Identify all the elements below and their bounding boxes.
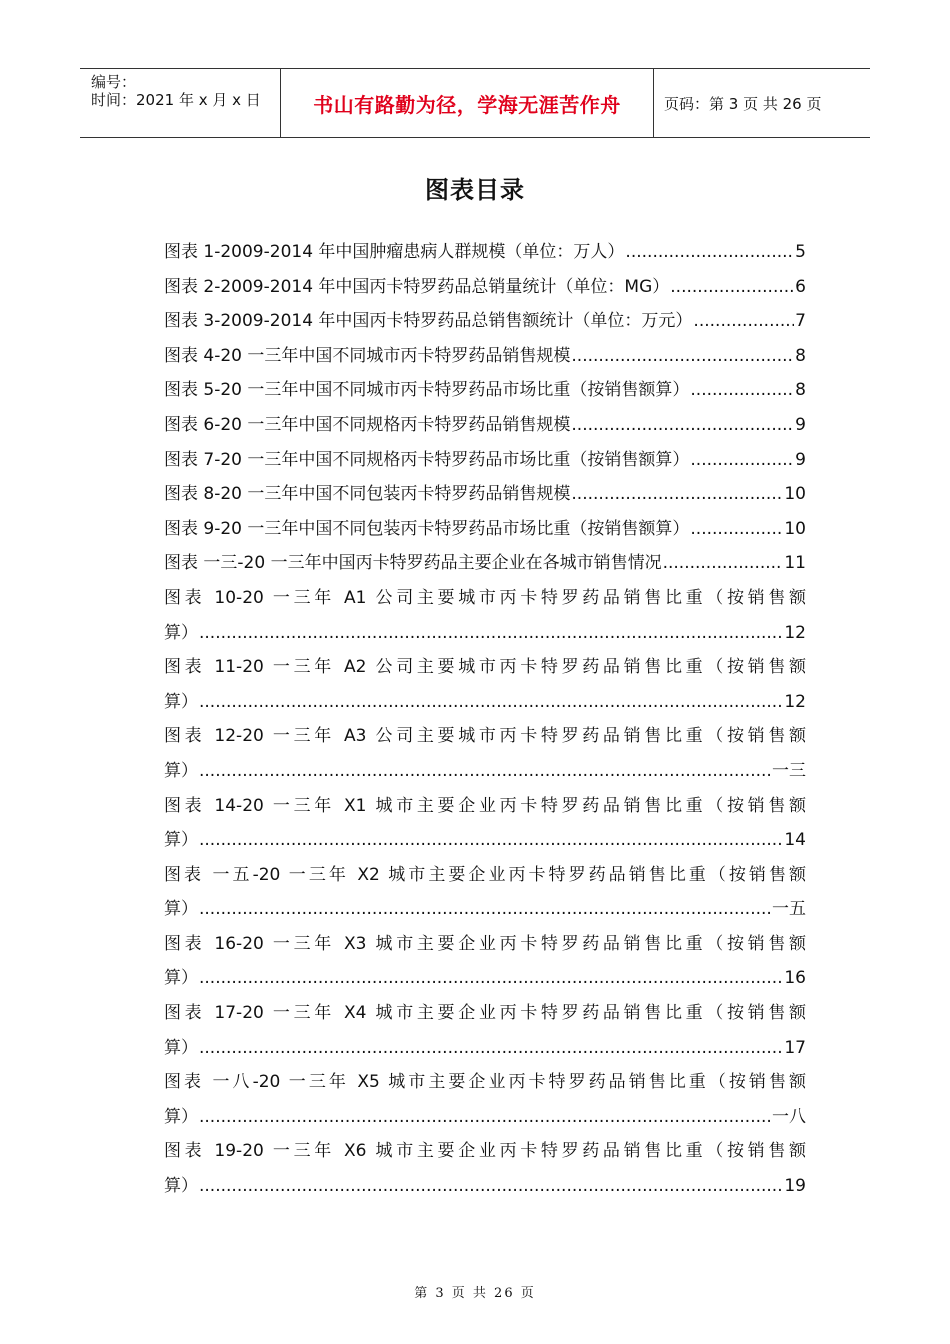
table-of-figures <box>164 235 806 1204</box>
toc-entry[interactable] <box>164 408 806 443</box>
toc-entry-label: 图表 17-20 一三年 X4 城市主要企业丙卡特罗药品销售比重（按销售额 <box>164 1003 806 1024</box>
toc-entry-label: 图表 16-20 一三年 X3 城市主要企业丙卡特罗药品销售比重（按销售额 <box>164 933 806 954</box>
header-number: 编号： <box>91 73 137 91</box>
toc-page-number: 6 <box>795 276 806 297</box>
toc-entry[interactable] <box>164 650 806 719</box>
toc-entry-label: 图表 7-20 一三年中国不同规格丙卡特罗药品市场比重（按销售额算） <box>164 449 690 470</box>
toc-entry-label: 图表 6-20 一三年中国不同规格丙卡特罗药品销售规模 <box>164 414 571 435</box>
toc-entry-label-continued: 算） <box>164 1176 198 1197</box>
toc-page-number: 12 <box>784 691 806 712</box>
toc-entry[interactable] <box>164 996 806 1065</box>
toc-page-number: 16 <box>784 968 806 989</box>
toc-dot-leader <box>693 304 794 339</box>
toc-entry[interactable] <box>164 927 806 996</box>
toc-entry-label: 图表 一三-20 一三年中国丙卡特罗药品主要企业在各城市销售情况 <box>164 553 662 574</box>
toc-page-number: 一五 <box>772 899 806 920</box>
toc-entry[interactable] <box>164 304 806 339</box>
toc-entry[interactable] <box>164 858 806 927</box>
header-page-info: 页码：第 3 页 共 26 页 <box>664 94 822 113</box>
toc-page-number: 9 <box>795 414 806 435</box>
toc-page-number: 10 <box>784 484 806 505</box>
header-motto: 书山有路勤为径，学海无涯苦作舟 <box>313 92 621 117</box>
toc-entry-label-continued: 算） <box>164 899 198 920</box>
toc-entry[interactable] <box>164 339 806 374</box>
toc-entry-label-continued: 算） <box>164 968 198 989</box>
toc-entry-label: 图表 4-20 一三年中国不同城市丙卡特罗药品销售规模 <box>164 345 571 366</box>
toc-dot-leader <box>690 373 794 408</box>
toc-dot-leader <box>670 270 794 305</box>
toc-page-number: 19 <box>784 1176 806 1197</box>
toc-dot-leader <box>199 685 783 720</box>
toc-page-number: 7 <box>795 311 806 332</box>
toc-entry-label-continued: 算） <box>164 622 198 643</box>
toc-entry-label: 图表 5-20 一三年中国不同城市丙卡特罗药品市场比重（按销售额算） <box>164 380 690 401</box>
toc-dot-leader <box>571 408 794 443</box>
toc-dot-leader <box>199 1100 771 1135</box>
toc-entry[interactable] <box>164 1134 806 1203</box>
toc-entry-label: 图表 2-2009-2014 年中国丙卡特罗药品总销量统计（单位：MG） <box>164 276 670 297</box>
toc-entry-label-continued: 算） <box>164 830 198 851</box>
toc-dot-leader <box>625 235 794 270</box>
toc-entry[interactable] <box>164 581 806 650</box>
toc-entry[interactable] <box>164 477 806 512</box>
toc-entry[interactable] <box>164 512 806 547</box>
toc-entry-label: 图表 11-20 一三年 A2 公司主要城市丙卡特罗药品销售比重（按销售额 <box>164 657 806 678</box>
toc-entry-label: 图表 12-20 一三年 A3 公司主要城市丙卡特罗药品销售比重（按销售额 <box>164 726 806 747</box>
toc-page-number: 10 <box>784 518 806 539</box>
toc-entry-label: 图表 一八-20 一三年 X5 城市主要企业丙卡特罗药品销售比重（按销售额 <box>164 1072 806 1093</box>
toc-entry-label: 图表 8-20 一三年中国不同包装丙卡特罗药品销售规模 <box>164 484 571 505</box>
header-time: 时间：2021 年 x 月 x 日 <box>91 91 261 109</box>
toc-dot-leader <box>690 443 794 478</box>
toc-entry-label: 图表 3-2009-2014 年中国丙卡特罗药品总销售额统计（单位：万元） <box>164 311 693 332</box>
toc-dot-leader <box>571 339 794 374</box>
toc-entry-label-continued: 算） <box>164 760 198 781</box>
toc-dot-leader <box>199 754 771 789</box>
toc-entry-label: 图表 1-2009-2014 年中国肿瘤患病人群规模（单位：万人） <box>164 242 625 262</box>
toc-entry[interactable] <box>164 789 806 858</box>
toc-entry-label: 图表 一五-20 一三年 X2 城市主要企业丙卡特罗药品销售比重（按销售额 <box>164 864 806 885</box>
toc-page-number: 12 <box>784 622 806 643</box>
toc-dot-leader <box>199 1031 783 1066</box>
toc-entry[interactable] <box>164 546 806 581</box>
toc-dot-leader <box>199 892 771 927</box>
toc-page-number: 5 <box>795 242 806 262</box>
toc-entry[interactable] <box>164 1065 806 1134</box>
toc-entry[interactable] <box>164 719 806 788</box>
toc-page-number: 一八 <box>772 1106 806 1127</box>
toc-page-number: 9 <box>795 449 806 470</box>
toc-dot-leader <box>663 546 784 581</box>
toc-dot-leader <box>571 477 783 512</box>
header-meta <box>80 69 281 137</box>
toc-entry-label-continued: 算） <box>164 1037 198 1058</box>
toc-page-number: 8 <box>795 380 806 401</box>
toc-entry-label-continued: 算） <box>164 691 198 712</box>
toc-page-number: 14 <box>784 830 806 851</box>
toc-page-number: 一三 <box>772 760 806 781</box>
toc-entry[interactable] <box>164 270 806 305</box>
toc-entry-label-continued: 算） <box>164 1106 198 1127</box>
page-title: 图表目录 <box>425 176 525 204</box>
toc-entry-label: 图表 14-20 一三年 X1 城市主要企业丙卡特罗药品销售比重（按销售额 <box>164 795 806 816</box>
toc-dot-leader <box>199 1169 783 1204</box>
toc-dot-leader <box>690 512 783 547</box>
toc-page-number: 11 <box>784 553 806 574</box>
header-motto-cell <box>281 69 654 137</box>
toc-entry-label: 图表 19-20 一三年 X6 城市主要企业丙卡特罗药品销售比重（按销售额 <box>164 1141 806 1162</box>
toc-entry[interactable] <box>164 443 806 478</box>
toc-entry-label: 图表 10-20 一三年 A1 公司主要城市丙卡特罗药品销售比重（按销售额 <box>164 587 806 608</box>
toc-dot-leader <box>199 961 783 996</box>
page-header <box>80 68 870 138</box>
toc-entry[interactable] <box>164 235 806 270</box>
page-footer: 第 3 页 共 26 页 <box>414 1286 536 1301</box>
toc-entry[interactable] <box>164 373 806 408</box>
toc-page-number: 17 <box>784 1037 806 1058</box>
toc-page-number: 8 <box>795 345 806 366</box>
toc-dot-leader <box>199 616 783 651</box>
toc-dot-leader <box>199 823 783 858</box>
toc-entry-label: 图表 9-20 一三年中国不同包装丙卡特罗药品市场比重（按销售额算） <box>164 518 690 539</box>
